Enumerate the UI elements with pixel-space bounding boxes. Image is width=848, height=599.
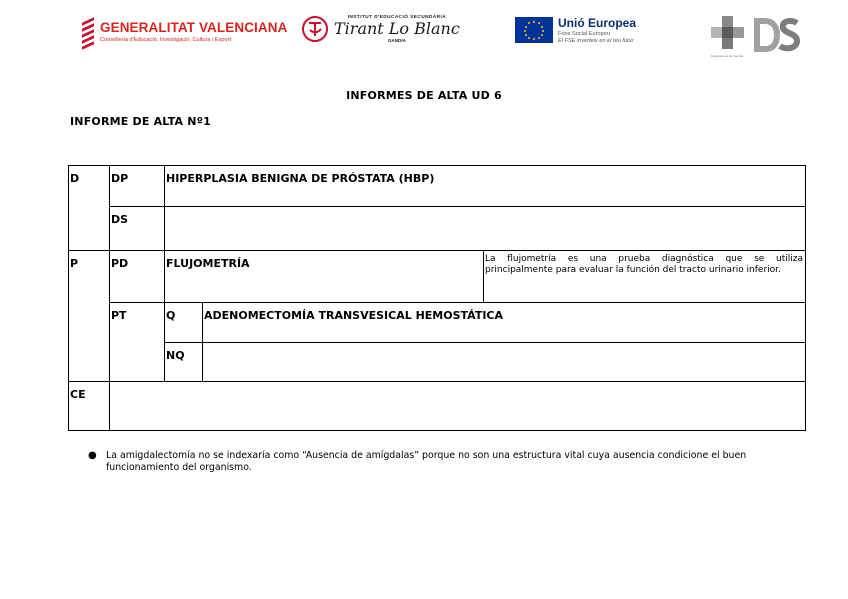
cell-pd-label <box>109 250 165 303</box>
cell-pt-label <box>109 302 165 382</box>
cell-ds-label <box>109 206 165 251</box>
pd-note: La flujometría es una prueba diagnóstica que se utiliza principalmente para evaluar la función del tracto urinario inferior. <box>485 254 803 275</box>
note-text: La amigdalectomía no se indexaría como “Ausencia de amígdalas” porque no son una estructura vital cuya ausencia condicione el buen funcionamiento del organismo. <box>106 450 747 473</box>
generalitat-logo <box>80 14 287 52</box>
health-ds-monogram-icon <box>753 13 801 53</box>
cell-dp-label <box>109 165 165 207</box>
document-title: INFORMES DE ALTA UD 6 <box>346 89 502 102</box>
health-cross-icon <box>711 16 745 58</box>
generalitat-title: GENERALITAT VALENCIANA <box>100 20 288 35</box>
ce-label: CE <box>70 388 86 401</box>
eu-slogan: El FSE inverteix en el teu futur <box>558 38 634 44</box>
q-label: Q <box>166 309 176 322</box>
cell-dp-value <box>164 165 806 207</box>
bullet-icon: ● <box>88 450 97 461</box>
nq-label: NQ <box>166 349 185 362</box>
logo-header <box>0 0 848 62</box>
school-type: INSTITUT D'EDUCACIÓ SECUNDÀRIA <box>347 15 447 20</box>
row-label-ce <box>68 381 110 431</box>
school-emblem-icon <box>300 14 330 44</box>
cell-pd-note <box>483 250 806 303</box>
ds-label: DS <box>111 213 129 226</box>
pd-label: PD <box>111 257 129 270</box>
cell-nq-value <box>202 342 806 382</box>
health-department-caption: Departament de Gandia <box>711 54 744 58</box>
cell-ds-value <box>164 206 806 251</box>
school-name: Tirant Lo Blanc <box>334 19 460 38</box>
dp-value: HIPERPLASIA BENIGNA DE PRÓSTATA (HBP) <box>166 172 435 185</box>
cell-nq-label <box>164 342 203 382</box>
note-list-item <box>88 450 748 474</box>
eu-logo <box>515 17 636 45</box>
cell-q-value <box>202 302 806 343</box>
generalitat-emblem-icon <box>80 14 96 52</box>
eu-title: Unió Europea <box>558 16 637 30</box>
cell-q-label <box>164 302 203 343</box>
health-department-logo <box>711 13 801 58</box>
eu-fund-line: Fons Social Europeu <box>558 31 610 37</box>
cell-ce-value <box>109 381 806 431</box>
school-logo <box>300 14 460 44</box>
cell-pd-value <box>164 250 484 303</box>
school-town: GANDIA <box>387 38 406 43</box>
row-label-p <box>68 250 110 382</box>
q-value: ADENOMECTOMÍA TRANSVESICAL HEMOSTÁTICA <box>204 309 503 322</box>
generalitat-subtitle: Conselleria d'Educació, Investigació, Cultura i Esport <box>100 37 232 43</box>
pd-value: FLUJOMETRÍA <box>166 257 250 270</box>
pt-label: PT <box>111 309 127 322</box>
report-title: INFORME DE ALTA Nº1 <box>70 115 211 128</box>
row-label-d-text: D <box>70 172 80 185</box>
dp-label: DP <box>111 172 129 185</box>
eu-flag-icon <box>515 17 553 43</box>
row-label-d <box>68 165 110 251</box>
row-label-p-text: P <box>70 257 79 270</box>
